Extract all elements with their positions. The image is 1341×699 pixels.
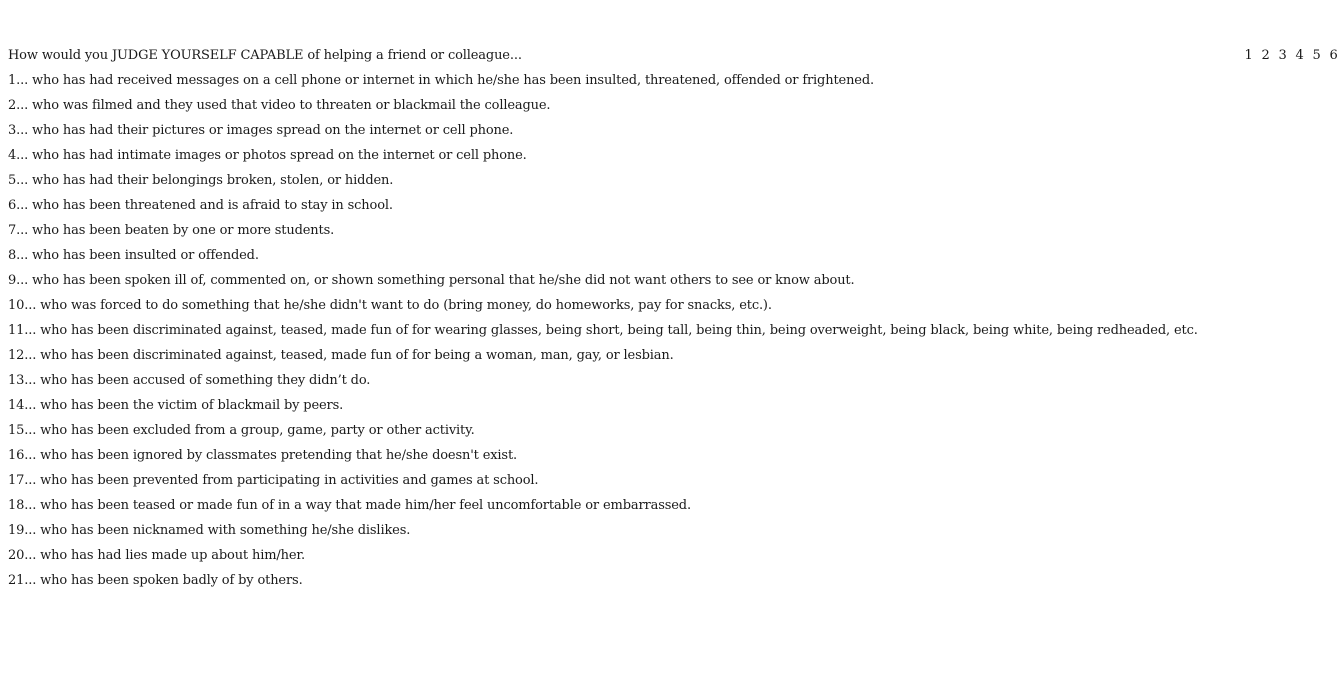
scale-label-4: 4 xyxy=(1295,48,1304,63)
scale-label-5: 5 xyxy=(1312,48,1321,63)
scale-label-2: 2 xyxy=(1261,48,1270,63)
item-1: 1... who has had received messages on a cell phone or internet in which he/she has been insulted, threatened, offended or frightened. xyxy=(8,73,874,88)
scale-label-3: 3 xyxy=(1278,48,1287,63)
question-header-row xyxy=(8,43,1338,68)
rating-scale xyxy=(1244,43,1338,68)
item-17: 17... who has been prevented from participating in activities and games at school. xyxy=(8,473,539,488)
item-21: 21... who has been spoken badly of by others. xyxy=(8,573,303,588)
item-2: 2... who was filmed and they used that video to threaten or blackmail the colleague. xyxy=(8,98,551,113)
item-16: 16... who has been ignored by classmates pretending that he/she doesn't exist. xyxy=(8,448,518,463)
item-3: 3... who has had their pictures or images spread on the internet or cell phone. xyxy=(8,123,514,138)
item-15: 15... who has been excluded from a group, game, party or other activity. xyxy=(8,423,475,438)
item-18: 18... who has been teased or made fun of in a way that made him/her feel uncomfortable or embarrassed. xyxy=(8,498,691,513)
item-4: 4... who has had intimate images or photos spread on the internet or cell phone. xyxy=(8,148,527,163)
scale-label-1: 1 xyxy=(1244,48,1253,63)
item-14: 14... who has been the victim of blackmail by peers. xyxy=(8,398,344,413)
item-5: 5... who has had their belongings broken, stolen, or hidden. xyxy=(8,173,394,188)
item-9: 9... who has been spoken ill of, commented on, or shown something personal that he/she did not want others to see or know about. xyxy=(8,273,855,288)
item-13: 13... who has been accused of something they didn’t do. xyxy=(8,373,371,388)
item-11: 11... who has been discriminated against, teased, made fun of for wearing glasses, being short, being tall, being thin, being overweight, being black, being white, being redheaded, etc. xyxy=(8,323,1198,338)
scale-label-6: 6 xyxy=(1329,48,1338,63)
item-7: 7... who has been beaten by one or more students. xyxy=(8,223,335,238)
item-12: 12... who has been discriminated against, teased, made fun of for being a woman, man, gay, or lesbian. xyxy=(8,348,674,363)
item-6: 6... who has been threatened and is afraid to stay in school. xyxy=(8,198,393,213)
item-10: 10... who was forced to do something that he/she didn't want to do (bring money, do homeworks, pay for snacks, etc.). xyxy=(8,298,772,313)
questionnaire xyxy=(8,43,1338,593)
item-20: 20... who has had lies made up about him/her. xyxy=(8,548,305,563)
question-text: How would you JUDGE YOURSELF CAPABLE of helping a friend or colleague... xyxy=(8,48,522,63)
item-19: 19... who has been nicknamed with something he/she dislikes. xyxy=(8,523,411,538)
item-8: 8... who has been insulted or offended. xyxy=(8,248,259,263)
